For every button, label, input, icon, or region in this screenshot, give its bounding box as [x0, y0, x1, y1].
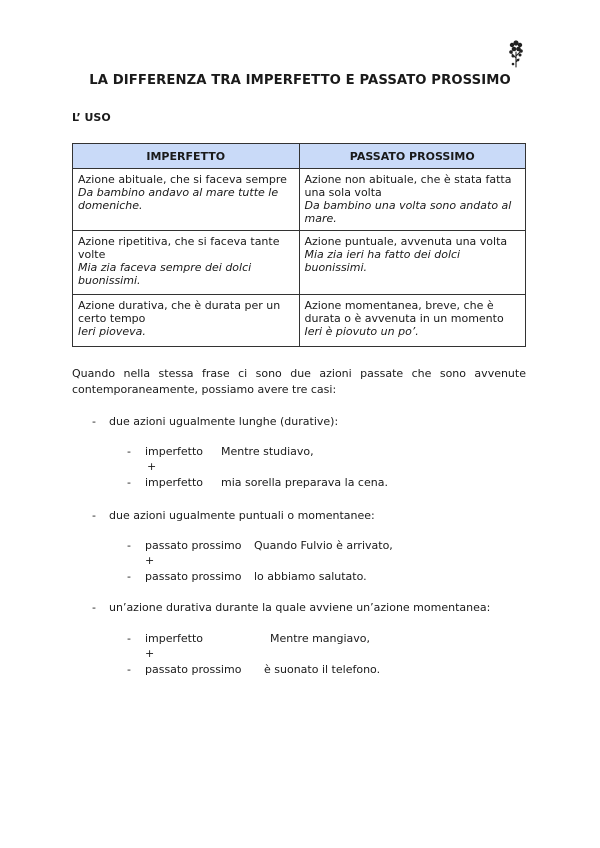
- example-dash: -: [127, 476, 131, 489]
- example-sentence: è suonato il telefono.: [264, 663, 381, 676]
- column-header-passato-prossimo: PASSATO PROSSIMO: [299, 144, 526, 169]
- table-header-row: [73, 144, 526, 169]
- cell-description: Azione ripetitiva, che si faceva tante volte: [78, 235, 280, 261]
- cell-example: Da bambino una volta sono andato al mare.: [304, 199, 512, 225]
- plus-sign: +: [145, 647, 155, 660]
- example-tense: imperfetto: [145, 445, 204, 458]
- example-dash: -: [127, 445, 131, 458]
- cell-example: Ieri è piovuto un po’.: [304, 325, 419, 338]
- cell-description: Azione momentanea, breve, che è durata o è avvenuta in un momento: [304, 299, 504, 325]
- intro-paragraph: Quando nella stessa frase ci sono due azioni passate che sono avvenute contemporaneamente, possiamo avere tre casi:: [72, 367, 526, 396]
- cell-description: Azione abituale, che si faceva sempre: [78, 173, 287, 186]
- cell-description: Azione puntuale, avvenuta una volta: [304, 235, 508, 248]
- example-dash: -: [127, 663, 131, 676]
- cell-example: Mia zia faceva sempre dei dolci buonissimi.: [78, 261, 252, 287]
- example-tense: passato prossimo: [145, 539, 242, 552]
- usage-table: [72, 143, 526, 347]
- example-sentence: mia sorella preparava la cena.: [221, 476, 388, 489]
- example-tense: imperfetto: [145, 476, 204, 489]
- case-bullet: -: [92, 415, 96, 428]
- cell-description: Azione durativa, che è durata per un certo tempo: [78, 299, 281, 325]
- plus-sign: +: [145, 554, 155, 567]
- page-title: LA DIFFERENZA TRA IMPERFETTO E PASSATO PROSSIMO: [89, 73, 511, 88]
- table-row: [73, 169, 526, 231]
- example-dash: -: [127, 539, 131, 552]
- case-label: due azioni ugualmente puntuali o momentanee:: [109, 509, 375, 522]
- section-heading: L’ USO: [72, 111, 111, 124]
- case-label: due azioni ugualmente lunghe (durative):: [109, 415, 339, 428]
- example-dash: -: [127, 570, 131, 583]
- example-sentence: Quando Fulvio è arrivato,: [254, 539, 393, 552]
- table-cell-imperfetto: [73, 295, 300, 347]
- table-cell-passato: [299, 295, 526, 347]
- cell-example: Mia zia ieri ha fatto dei dolci buonissimi.: [304, 248, 461, 274]
- cell-example: Ieri pioveva.: [78, 325, 146, 338]
- example-tense: imperfetto: [145, 632, 204, 645]
- example-dash: -: [127, 632, 131, 645]
- case-bullet: -: [92, 509, 96, 522]
- table-cell-passato: [299, 231, 526, 295]
- cell-description: Azione non abituale, che è stata fatta una sola volta: [304, 173, 512, 199]
- cell-example: Da bambino andavo al mare tutte le domeniche.: [78, 186, 279, 212]
- case-label: un’azione durativa durante la quale avviene un’azione momentanea:: [109, 601, 491, 614]
- column-header-imperfetto: IMPERFETTO: [73, 144, 300, 169]
- table-cell-imperfetto: [73, 231, 300, 295]
- example-tense: passato prossimo: [145, 663, 242, 676]
- table-cell-imperfetto: [73, 169, 300, 231]
- table-row: [73, 295, 526, 347]
- case-bullet: -: [92, 601, 96, 614]
- table-cell-passato: [299, 169, 526, 231]
- example-sentence: Mentre studiavo,: [221, 445, 314, 458]
- example-tense: passato prossimo: [145, 570, 242, 583]
- example-sentence: Mentre mangiavo,: [270, 632, 371, 645]
- example-sentence: lo abbiamo salutato.: [254, 570, 367, 583]
- tree-logo-icon: [506, 38, 526, 68]
- table-row: [73, 231, 526, 295]
- plus-sign: +: [147, 460, 157, 473]
